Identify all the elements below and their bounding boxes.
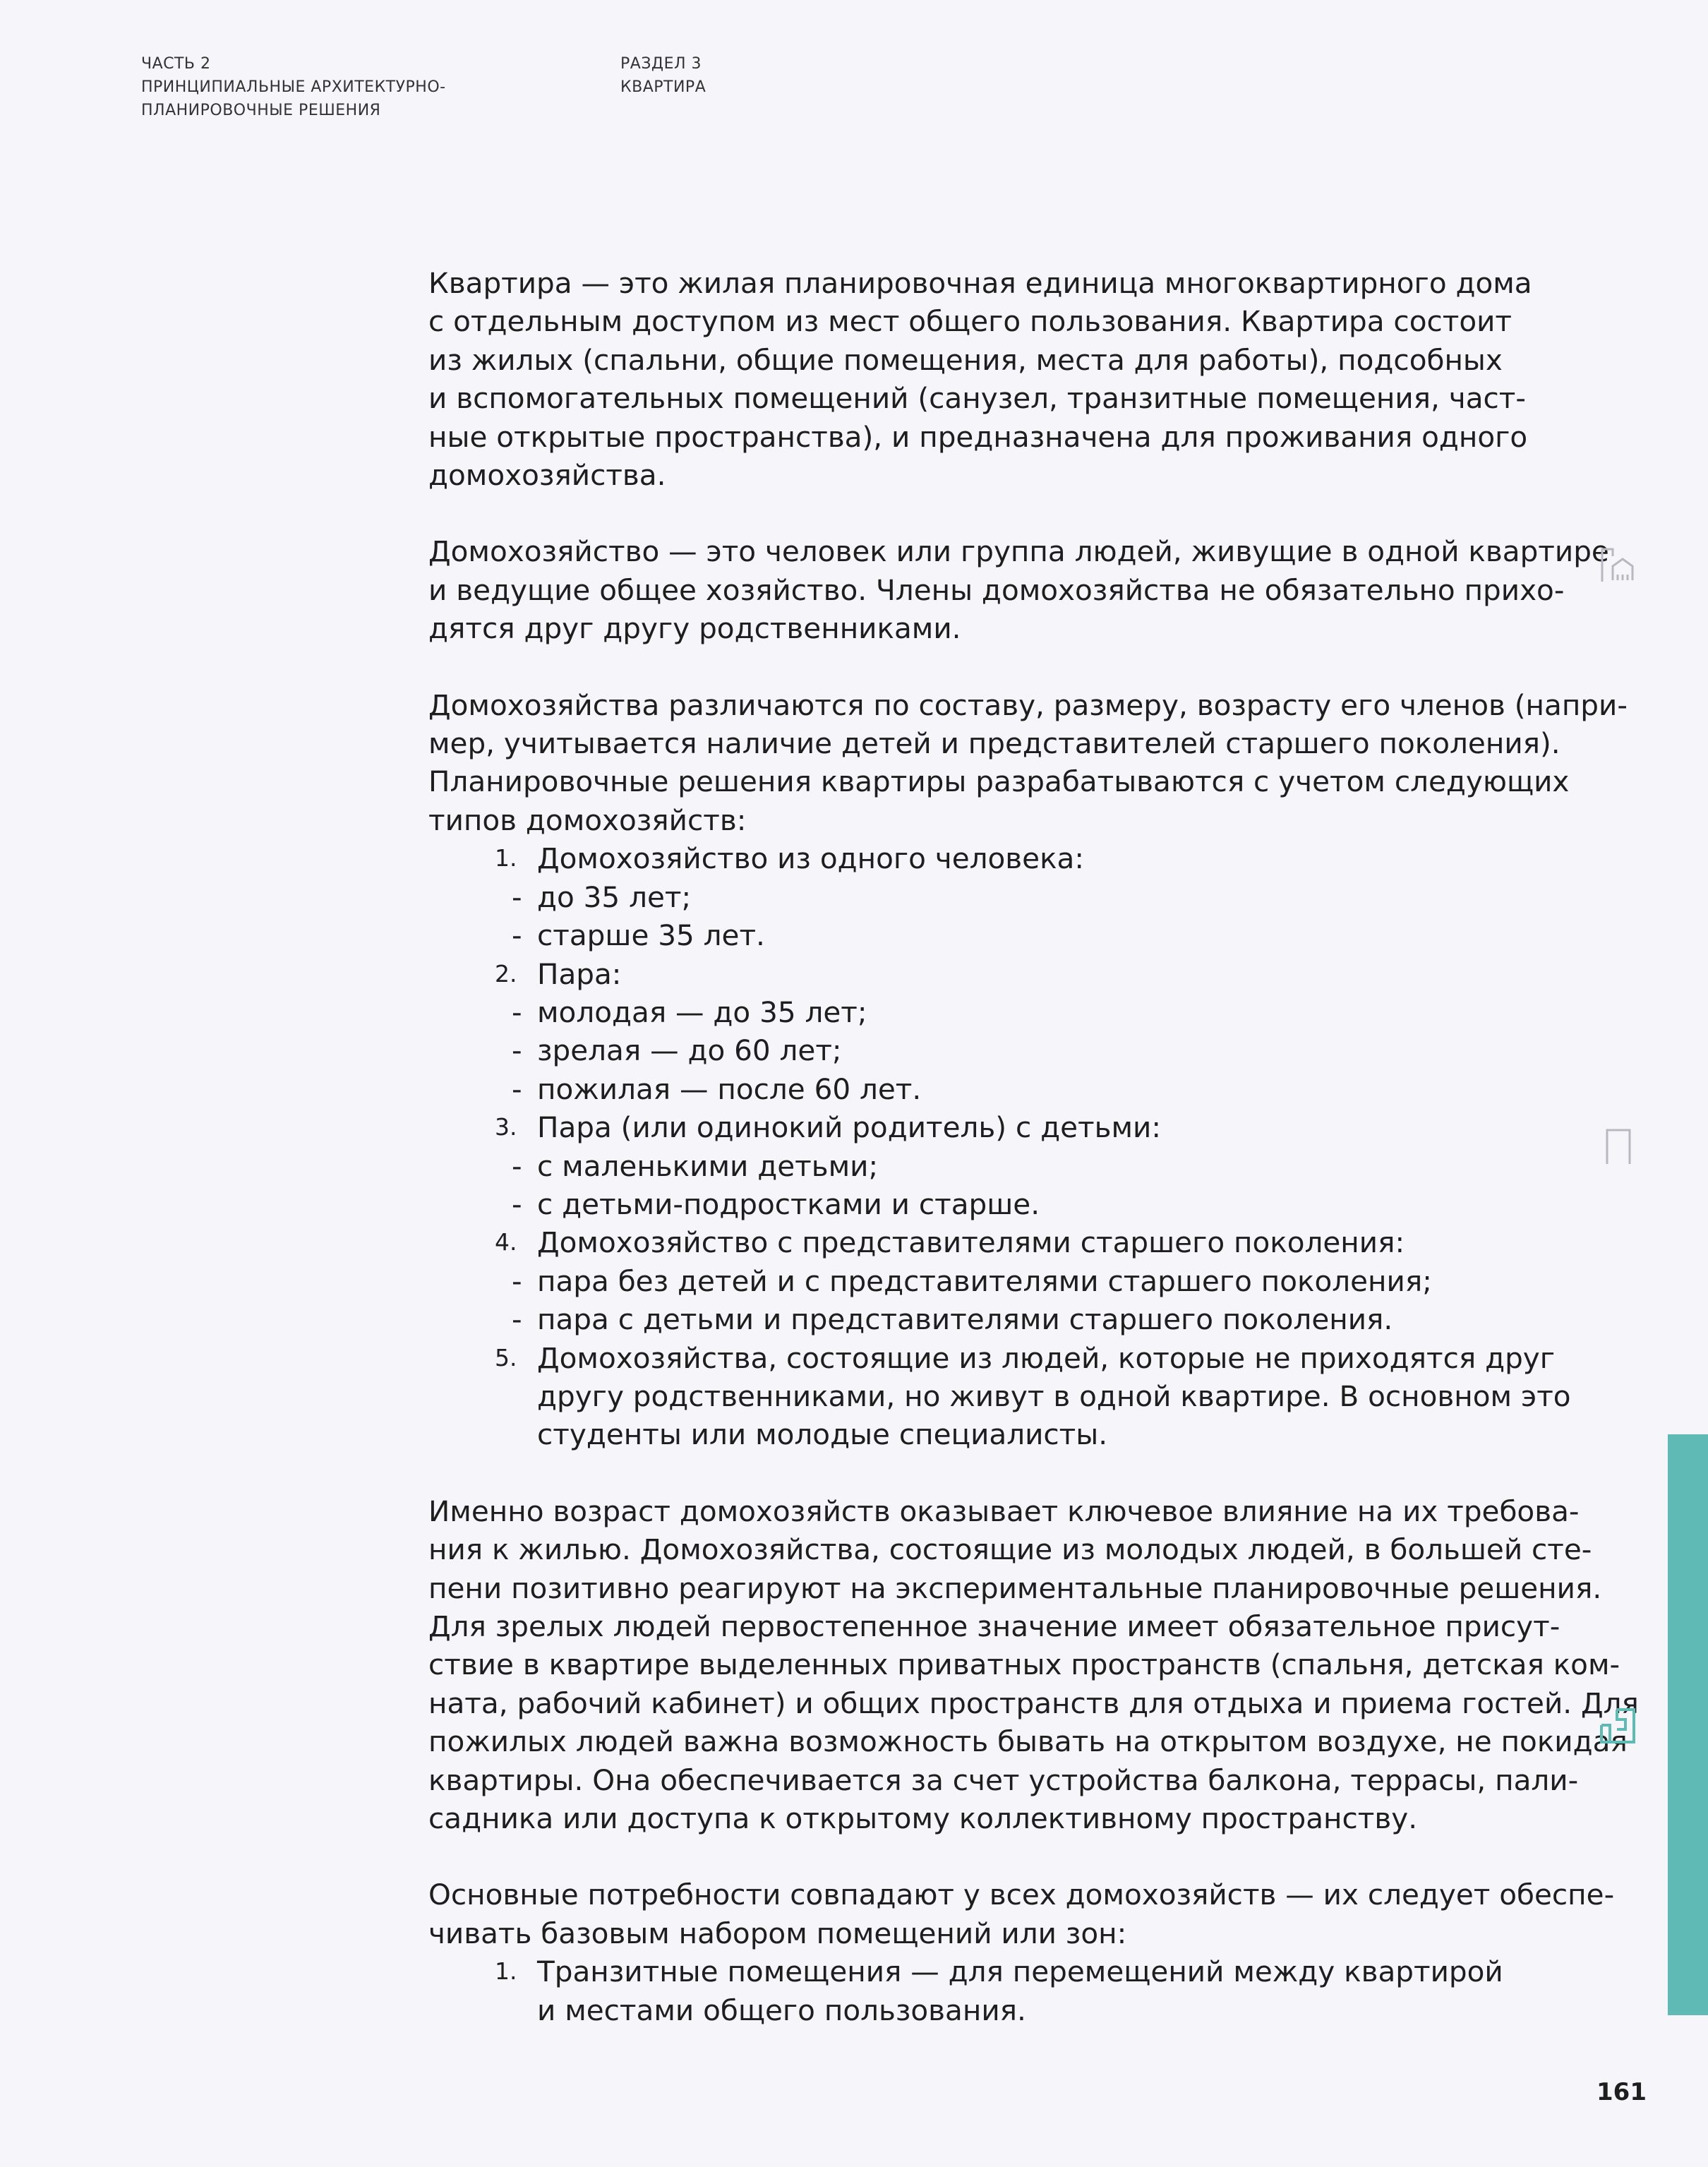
paragraph-line: пожилых людей важна возможность бывать на открытом воздухе, не покидая [428,1724,1628,1759]
dash-marker: - [512,918,522,953]
dash-marker: - [512,1072,522,1106]
header-part-line: ПРИНЦИПИАЛЬНЫЕ АРХИТЕКТУРНО- [141,78,446,96]
list-item-text: Пара: [537,956,622,991]
paragraph-line: ные открытые пространства), и предназначена для проживания одного [428,419,1528,454]
dash-marker: - [512,995,522,1029]
paragraph-line: и вспомогательных помещений (санузел, транзитные помещения, част- [428,381,1526,416]
dash-marker: - [512,1187,522,1221]
paragraph-line: домохозяйства. [428,458,666,493]
paragraph [428,1492,1639,1838]
list-item-text: другу родственниками, но живут в одной квартире. В основном это [537,1379,1571,1413]
paragraph [428,1875,1615,1952]
list-item-number: 1. [495,1957,517,1986]
header-section-line: КВАРТИРА [620,78,706,96]
list-item-line [428,1339,1558,1377]
list-item-number: 5. [495,1343,517,1371]
list-item-text: Пара (или одинокий родитель) с детьми: [537,1110,1161,1145]
list-item-text: и местами общего пользования. [537,1993,1026,2027]
header-part-line: ПЛАНИРОВОЧНЫЕ РЕШЕНИЯ [141,102,381,119]
header-part-label [141,52,536,122]
paragraph-line: ния к жилью. Домохозяйства, состоящие из молодых людей, в большей сте- [428,1532,1592,1567]
paragraph-line: Планировочные решения квартиры разрабатываются с учетом следующих [428,764,1570,799]
list-item-line [428,1991,1558,2029]
paragraph-line: квартиры. Она обеспечивается за счет устройства балкона, террасы, пали- [428,1763,1579,1797]
header-section-label [620,52,832,99]
paragraph-gap [428,1454,1558,1492]
sub-list-item [428,1262,1558,1300]
list-item-text: Транзитные помещения — для перемещений между квартирой [537,1955,1503,1989]
dash-marker: - [512,1302,522,1337]
paragraph-line: Домохозяйства различаются по составу, размеру, возрасту его членов (напри- [428,688,1628,722]
paragraph-gap [428,494,1558,532]
sub-list-item [428,878,1558,916]
sub-list-item [428,1147,1558,1185]
sub-list-item-text: с маленькими детьми; [537,1148,879,1183]
main-text [428,264,1639,2029]
paragraph-line: из жилых (спальни, общие помещения, места для работы), подсобных [428,342,1503,377]
doorway-icon [1597,1126,1640,1168]
sub-list-item-text: пара с детьми и представителями старшего поколения. [537,1302,1393,1337]
numbered-list [428,1952,1558,2029]
sub-list-item [428,1300,1558,1338]
list-item-line [428,1952,1558,1991]
sub-list-item-text: пара без детей и с представителями старшего поколения; [537,1263,1432,1298]
paragraph-line: Основные потребности совпадают у всех домохозяйств — их следует обеспе- [428,1878,1615,1912]
section-tab-bar [1668,1434,1708,2015]
list-item-line [428,1415,1558,1453]
list-item-text: Домохозяйство с представителями старшего поколения: [537,1225,1405,1260]
sub-list-item-text: молодая — до 35 лет; [537,995,867,1029]
sub-list-item [428,916,1558,954]
dash-marker: - [512,1148,522,1183]
list-item-text: Домохозяйство из одного человека: [537,841,1085,876]
paragraph-line: чивать базовым набором помещений или зон: [428,1916,1127,1950]
paragraph-line: Именно возраст домохозяйств оказывает ключевое влияние на их требова- [428,1494,1580,1528]
sub-list-item [428,1070,1558,1108]
building-icon [1597,545,1640,587]
sub-list-item-text: старше 35 лет. [537,918,765,953]
sub-list-item-text: пожилая — после 60 лет. [537,1072,922,1106]
header-part-line: ЧАСТЬ 2 [141,55,211,73]
paragraph [428,532,1609,647]
paragraph-line: Домохозяйство — это человек или группа людей, живущие в одной квартире [428,534,1609,569]
paragraph-line: ната, рабочий кабинет) и общих пространств для отдыха и приема гостей. Для [428,1686,1639,1720]
sub-list-item-text: с детьми-подростками и старше. [537,1187,1040,1221]
paragraph-line: с отдельным доступом из мест общего пользования. Квартира состоит [428,304,1512,339]
list-item-line [428,1108,1558,1146]
list-item-number: 2. [495,959,517,988]
numbered-list [428,839,1571,1454]
dash-marker: - [512,1263,522,1298]
list-item-line [428,839,1558,877]
sub-list-item-text: до 35 лет; [537,880,692,914]
paragraph-line: Квартира — это жилая планировочная единица многоквартирного дома [428,266,1532,300]
list-item-number: 3. [495,1113,517,1141]
list-item-text: Домохозяйства, состоящие из людей, которые не приходятся друг [537,1340,1556,1375]
paragraph [428,264,1558,494]
paragraph-line: Для зрелых людей первостепенное значение имеет обязательное присут- [428,1609,1560,1643]
list-item-number: 1. [495,844,517,872]
header-section-line: РАЗДЕЛ 3 [620,55,702,73]
sub-list-item [428,1031,1558,1069]
sub-list-item [428,993,1558,1031]
list-item-line [428,955,1558,993]
list-item-line [428,1377,1571,1415]
paragraph-line: ствие в квартире выделенных приватных пространств (спальня, детская ком- [428,1647,1620,1682]
paragraph-gap [428,1837,1558,1875]
list-item-text: студенты или молодые специалисты. [537,1417,1108,1452]
dash-marker: - [512,880,522,914]
paragraph-line: и ведущие общее хозяйство. Члены домохозяйства не обязательно прихо- [428,572,1565,607]
dash-marker: - [512,1033,522,1068]
page-number: 161 [1596,2078,1647,2106]
paragraph-line: пени позитивно реагируют на экспериментальные планировочные решения. [428,1571,1602,1605]
sub-list-item [428,1185,1558,1223]
paragraph-line: дятся друг другу родственниками. [428,611,961,646]
paragraph-line: мер, учитывается наличие детей и представителей старшего поколения). [428,726,1560,761]
paragraph-line: садника или доступа к открытому коллективному пространству. [428,1801,1418,1836]
paragraph-gap [428,648,1558,686]
list-item-line [428,1223,1558,1261]
paragraph-line: типов домохозяйств: [428,803,747,837]
paragraph [428,686,1628,840]
floorplan-icon [1597,1705,1640,1748]
list-item-number: 4. [495,1228,517,1256]
sub-list-item-text: зрелая — до 60 лет; [537,1033,842,1068]
